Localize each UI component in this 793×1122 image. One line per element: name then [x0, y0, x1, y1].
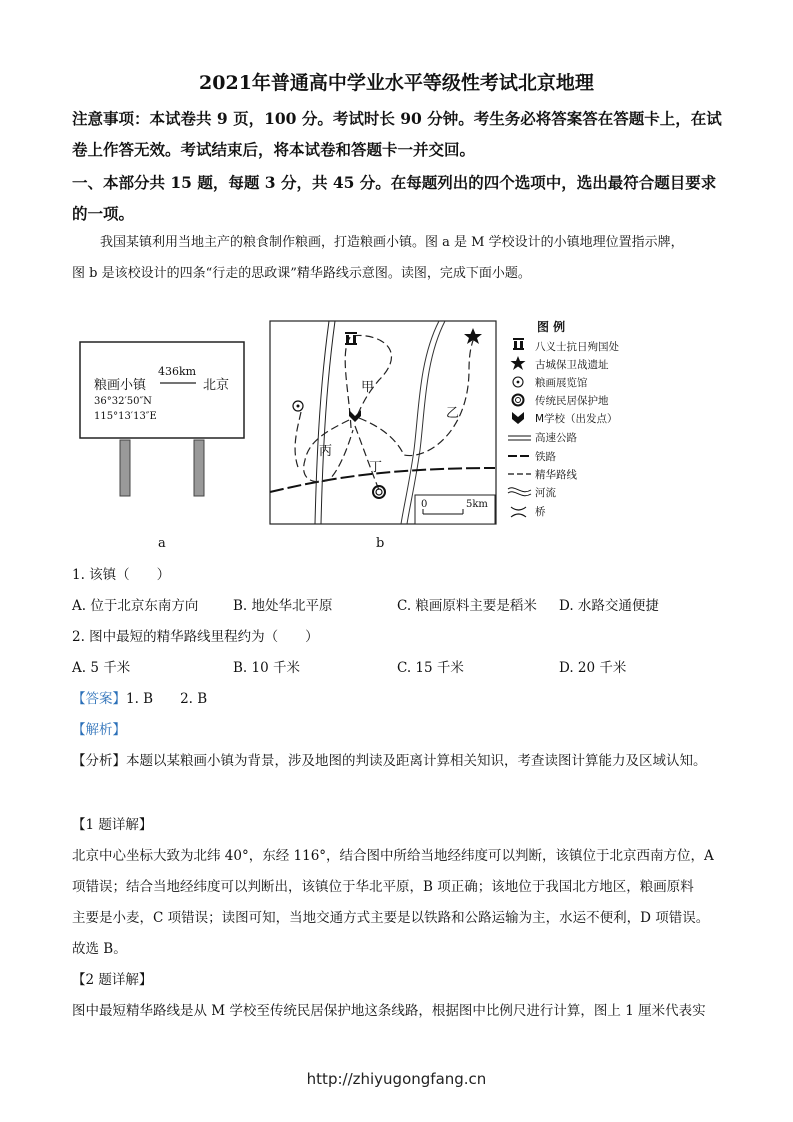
section-line-2: 的一项。 [72, 204, 135, 223]
sign-lat: 36°32′50″N [94, 396, 152, 407]
detail1-line-2: 项错误；结合当地经纬度可以判断出，该镇位于华北平原，B 项正确；该地位于我国北方地区，粮画原料 [72, 879, 694, 895]
legend-item-10: 桥 [535, 506, 546, 518]
legend-symbols [507, 336, 533, 526]
star-icon [511, 356, 526, 370]
detail2-tag: 【2 题详解】 [72, 972, 153, 988]
q1-option-b: B. 地处华北平原 [233, 598, 333, 614]
label-jia: 甲 [361, 380, 375, 395]
q2-option-a: A. 5 千米 [72, 660, 131, 676]
detail1-line-4: 故选 B。 [72, 941, 127, 957]
q2-option-d: D. 20 千米 [559, 660, 627, 676]
legend-title: 图 例 [537, 320, 566, 334]
monument-icon [513, 338, 524, 350]
analysis-line [72, 748, 707, 775]
legend-item-2: 古城保卫战遗址 [535, 359, 609, 371]
notice-line-2: 卷上作答无效。考试结束后，将本试卷和答题卡一并交回。 [72, 140, 476, 159]
river-icon [508, 488, 531, 496]
detail1-tag: 【1 题详解】 [72, 817, 153, 833]
detail1-line-1: 北京中心坐标大致为北纬 40°，东经 116°，结合图中所给当地经纬度可以判断，该镇位于北京西南方位，A [72, 848, 714, 864]
legend-item-3: 粮画展览馆 [535, 377, 588, 389]
detail2-line-1: 图中最短精华路线是从 M 学校至传统民居保护地这条线路，根据图中比例尺进行计算，图上 1 厘米代表实 [72, 1003, 706, 1019]
figure-b-map [269, 320, 497, 525]
q1-option-d: D. 水路交通便捷 [559, 598, 659, 614]
label-yi: 乙 [446, 406, 460, 421]
footer-url[interactable]: http://zhiyugongfang.cn [306, 1070, 487, 1088]
detail1-line-3: 主要是小麦，C 项错误；读图可知，当地交通方式主要是以铁路和公路运输为主，水运不便利，D 项错误。 [72, 910, 710, 926]
heritage-icon [513, 395, 524, 406]
sign-distance: 436km [158, 365, 197, 378]
sign-town: 粮画小镇 [94, 378, 147, 393]
legend-item-1: 八义士抗日殉国处 [535, 341, 619, 353]
q1-option-c: C. 粮画原料主要是稻米 [397, 598, 537, 614]
legend-item-6: 高速公路 [535, 432, 577, 444]
analysis-text: 本题以某粮画小镇为背景，涉及地图的判读及距离计算相关知识，考查读图计算能力及区域认知。 [126, 753, 707, 769]
school-icon [512, 412, 524, 424]
q2-stem: 2. 图中最短的精华路线里程约为（ ） [72, 629, 319, 645]
notice-line-1: 注意事项：本试卷共 9 页，100 分。考试时长 90 分钟。考生务必将答案答在答题卡上，在试 [72, 109, 722, 128]
label-ding: 丁 [369, 460, 383, 475]
sign-lon: 115°13′13″E [94, 411, 157, 422]
section-line-1: 一、本部分共 15 题，每题 3 分，共 45 分。在每题列出的四个选项中，选出最符合题目要求 [72, 173, 717, 192]
legend-item-5: M学校（出发点） [535, 413, 618, 425]
analysis-heading: 【解析】 [72, 722, 126, 738]
page-title: 2021年普通高中学业水平等级性考试北京地理 [199, 72, 594, 94]
label-bing: 丙 [319, 444, 333, 459]
figure-a-caption: a [158, 536, 166, 551]
map-legend [507, 318, 667, 528]
figure-b-caption: b [376, 536, 385, 551]
intro-line-2: 图 b 是该校设计的四条“行走的思政课”精华路线示意图。读图，完成下面小题。 [72, 266, 531, 281]
analysis-tag: 【分析】 [72, 753, 126, 769]
scale-zero: 0 [421, 499, 428, 510]
q1-stem: 1. 该镇（ ） [72, 567, 171, 583]
answer-line [72, 686, 207, 713]
scale-length: 5km [466, 499, 488, 510]
q2-option-b: B. 10 千米 [233, 660, 300, 676]
legend-item-7: 铁路 [535, 451, 556, 463]
q1-option-a: A. 位于北京东南方向 [72, 598, 199, 614]
sign-city: 北京 [203, 378, 230, 393]
legend-item-9: 河流 [535, 487, 556, 499]
legend-item-4: 传统民居保护地 [535, 395, 609, 407]
legend-item-8: 精华路线 [535, 469, 577, 481]
answer-tag: 【答案】 [72, 691, 126, 707]
intro-line-1: 我国某镇利用当地主产的粮食制作粮画，打造粮画小镇。图 a 是 M 学校设计的小镇地理位置指示牌， [100, 235, 684, 250]
bridge-icon [511, 507, 526, 517]
q2-option-c: C. 15 千米 [397, 660, 464, 676]
answer-text: 1. B 2. B [126, 691, 208, 707]
